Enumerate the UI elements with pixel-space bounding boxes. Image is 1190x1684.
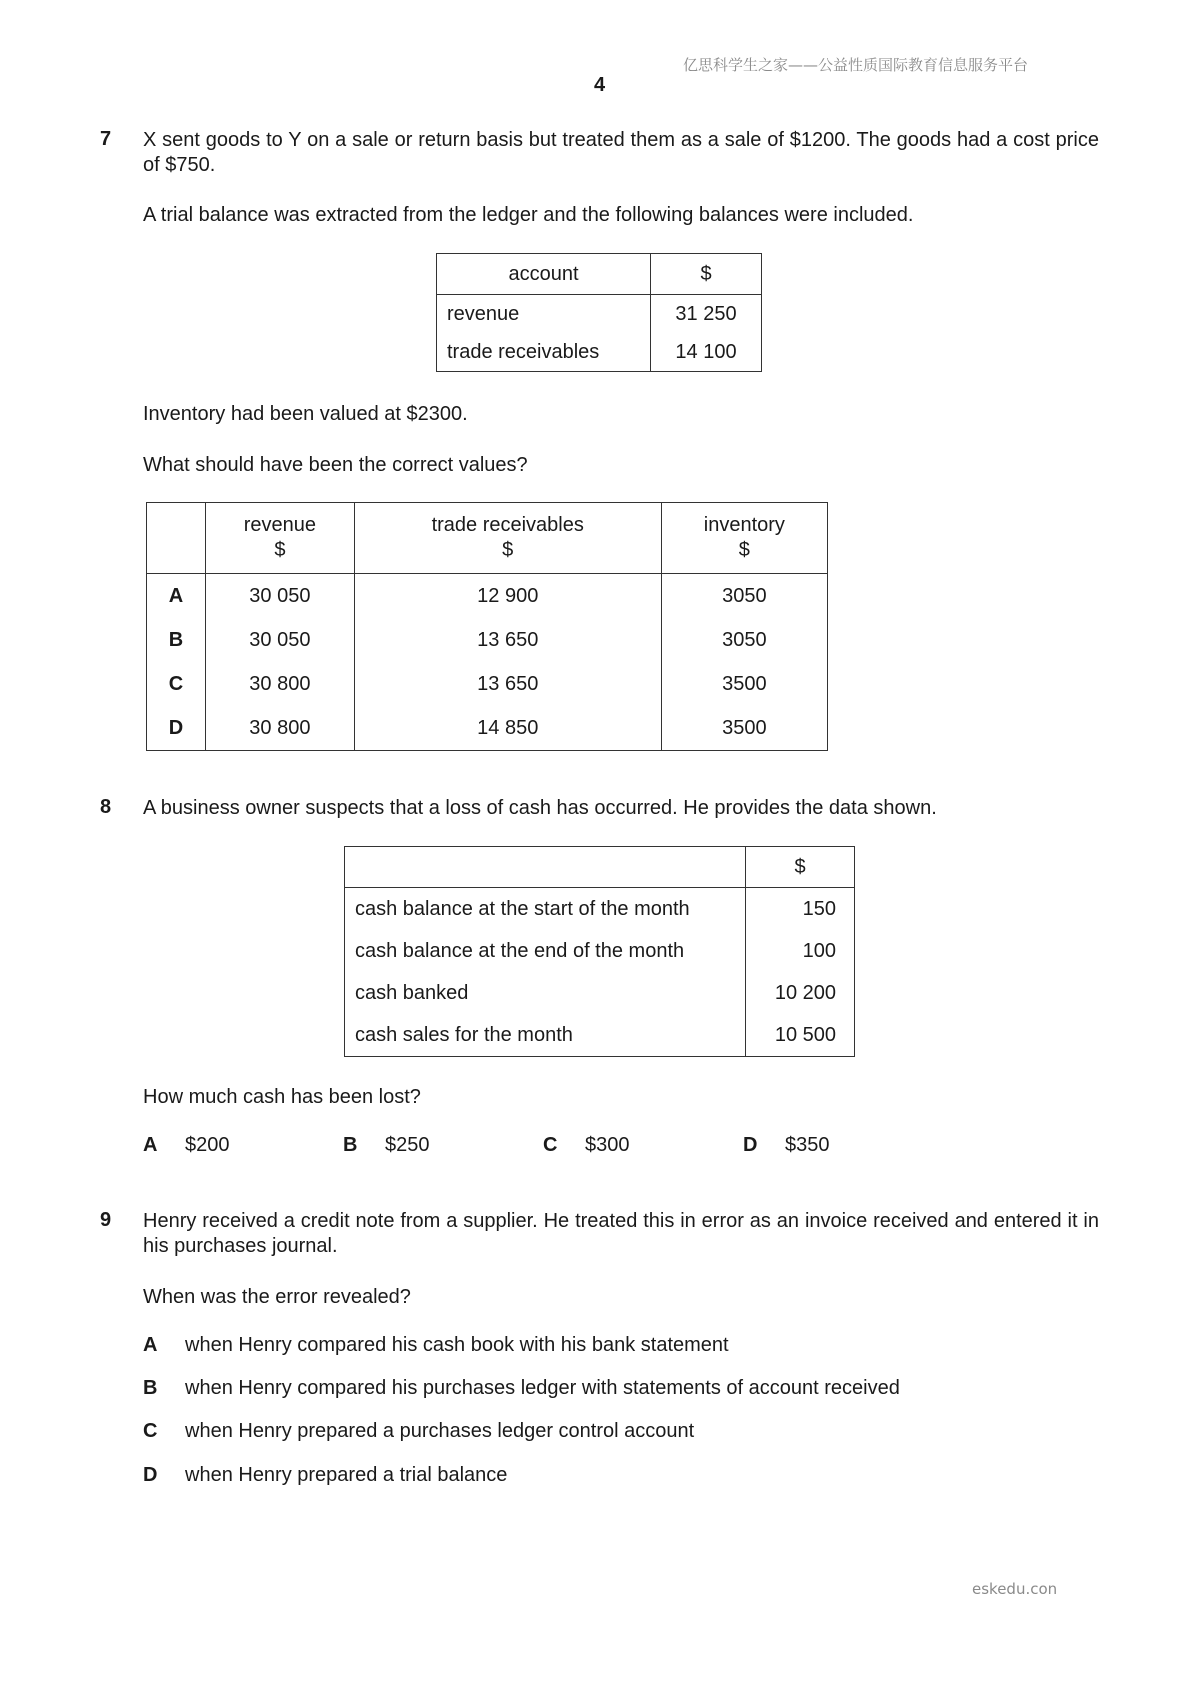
table-row: [147, 662, 828, 706]
cell-inventory: 3500: [661, 662, 827, 706]
column-header-revenue: [206, 503, 355, 574]
column-header-amount: $: [651, 254, 762, 295]
table-header-row: [437, 254, 762, 295]
cash-item: cash banked: [345, 972, 746, 1014]
question-9-question: When was the error revealed?: [143, 1286, 411, 1308]
answer-option[interactable]: [143, 1463, 507, 1488]
option-text: when Henry prepared a purchases ledger control account: [185, 1420, 695, 1442]
trial-balance-table: [436, 253, 762, 372]
account-name: trade receivables: [437, 333, 651, 372]
option-value: $300: [585, 1134, 630, 1156]
option-value: $350: [785, 1134, 830, 1156]
cash-item: cash balance at the start of the month: [345, 888, 746, 931]
option-letter: B: [343, 1134, 358, 1156]
column-header-account: account: [437, 254, 651, 295]
cash-data-table: [344, 846, 855, 1057]
table-row: [437, 295, 762, 334]
account-amount: 14 100: [651, 333, 762, 372]
cash-item: cash sales for the month: [345, 1014, 746, 1057]
question-8-text: A business owner suspects that a loss of cash has occurred. He provides the data shown.: [143, 797, 937, 819]
answer-option[interactable]: [143, 1333, 729, 1358]
account-name: revenue: [437, 295, 651, 334]
answer-option[interactable]: [143, 1419, 694, 1444]
option-text: when Henry compared his purchases ledger with statements of account received: [185, 1377, 900, 1399]
option-value: $250: [385, 1134, 430, 1156]
cash-amount: 10 200: [746, 972, 855, 1014]
cell-trade-receivables: 14 850: [354, 706, 661, 751]
cash-item: cash balance at the end of the month: [345, 930, 746, 972]
column-header-label: revenue: [243, 514, 317, 536]
answer-options-table: [146, 502, 828, 751]
table-row: [437, 333, 762, 372]
column-header-trade-receivables: [354, 503, 661, 574]
answer-option[interactable]: [143, 1376, 900, 1401]
column-header-inventory: [661, 503, 827, 574]
cell-revenue: 30 050: [206, 618, 355, 662]
table-row: [147, 574, 828, 619]
option-letter: C: [147, 662, 206, 706]
option-letter: B: [143, 1377, 158, 1399]
table-row: [345, 972, 855, 1014]
column-header-amount: $: [746, 847, 855, 888]
option-text: when Henry compared his cash book with his bank statement: [185, 1334, 729, 1356]
account-amount: 31 250: [651, 295, 762, 334]
question-7-number: 7: [100, 128, 112, 150]
question-9-text: Henry received a credit note from a supplier. He treated this in error as an invoice received and entered it in his purchases journal.: [143, 1210, 1099, 1257]
table-row: [345, 930, 855, 972]
option-letter: D: [743, 1134, 758, 1156]
cell-revenue: 30 800: [206, 662, 355, 706]
table-row: [345, 1014, 855, 1057]
option-letter: A: [143, 1134, 158, 1156]
option-letter: C: [143, 1420, 158, 1442]
cash-amount: 100: [746, 930, 855, 972]
cash-amount: 150: [746, 888, 855, 931]
column-header-label: inventory: [703, 514, 785, 536]
table-row: [345, 888, 855, 931]
cell-revenue: 30 050: [206, 574, 355, 619]
column-header-unit: $: [274, 539, 286, 561]
table-row: [147, 706, 828, 751]
cell-inventory: 3500: [661, 706, 827, 751]
cell-revenue: 30 800: [206, 706, 355, 751]
cell-inventory: 3050: [661, 574, 827, 619]
header-site-note: 亿思科学生之家——公益性质国际教育信息服务平台: [683, 56, 1029, 74]
cash-amount: 10 500: [746, 1014, 855, 1057]
question-7-text: X sent goods to Y on a sale or return basis but treated them as a sale of $1200. The goods had a cost price of $750.: [143, 129, 1099, 176]
option-letter: D: [143, 1464, 158, 1486]
option-letter: A: [143, 1334, 158, 1356]
inventory-note: Inventory had been valued at $2300.: [143, 403, 468, 425]
cell-trade-receivables: 13 650: [354, 662, 661, 706]
question-8-number: 8: [100, 796, 112, 818]
answer-option[interactable]: [543, 1133, 630, 1158]
option-text: when Henry prepared a trial balance: [185, 1464, 508, 1486]
page-number: 4: [594, 74, 606, 96]
question-7-intro: A trial balance was extracted from the ledger and the following balances were included.: [143, 204, 914, 226]
question-8-question: How much cash has been lost?: [143, 1086, 421, 1108]
table-row: [147, 618, 828, 662]
answer-option[interactable]: [143, 1133, 230, 1158]
question-9-number: 9: [100, 1209, 112, 1231]
table-header-row: [345, 847, 855, 888]
question-7-question: What should have been the correct values?: [143, 454, 528, 476]
option-letter: B: [147, 618, 206, 662]
column-header-blank: [147, 503, 206, 574]
option-letter: D: [147, 706, 206, 751]
option-letter: A: [147, 574, 206, 619]
answer-option[interactable]: [743, 1133, 830, 1158]
table-header-row: [147, 503, 828, 574]
cell-trade-receivables: 13 650: [354, 618, 661, 662]
cell-inventory: 3050: [661, 618, 827, 662]
cell-trade-receivables: 12 900: [354, 574, 661, 619]
column-header-blank: [345, 847, 746, 888]
column-header-label: trade receivables: [431, 514, 584, 536]
option-letter: C: [543, 1134, 558, 1156]
footer-site-note: eskedu.con: [972, 1580, 1058, 1598]
answer-option[interactable]: [343, 1133, 430, 1158]
column-header-unit: $: [502, 539, 514, 561]
option-value: $200: [185, 1134, 230, 1156]
column-header-unit: $: [738, 539, 750, 561]
